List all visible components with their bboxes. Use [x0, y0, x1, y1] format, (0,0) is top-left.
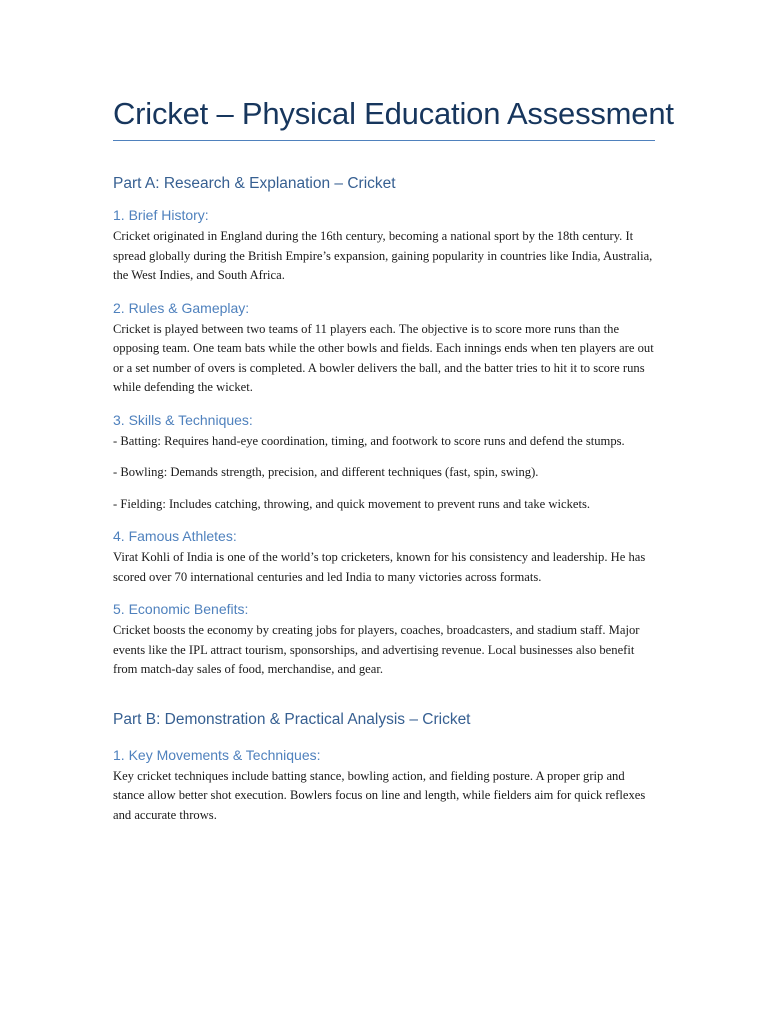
skills-techniques-heading: 3. Skills & Techniques:	[113, 411, 253, 428]
rules-gameplay-text: Cricket is played between two teams of 11 players each. The objective is to score more runs than the opposing team. One team bats while the other bowls and fields. Each innings ends when ten players are out or a set number of overs is completed. A bowler delivers the ball, and the batter tries to hit it to score runs while defending the wicket.	[113, 321, 654, 394]
skill-batting-text: - Batting: Requires hand-eye coordination, timing, and footwork to score runs and defend the stumps.	[113, 433, 625, 448]
part-a-heading: Part A: Research & Explanation – Cricket	[113, 175, 396, 192]
key-movements-heading: 1. Key Movements & Techniques:	[113, 746, 321, 763]
famous-athletes-text: Virat Kohli of India is one of the world’s top cricketers, known for his consistency and leadership. He has scored over 70 international centuries and led India to many victories across formats.	[113, 550, 646, 584]
document-title: Cricket – Physical Education Assessment	[113, 96, 674, 131]
document-page	[113, 94, 674, 825]
skill-bowling-text: - Bowling: Demands strength, precision, and different techniques (fast, spin, swing).	[113, 465, 539, 479]
part-b-heading: Part B: Demonstration & Practical Analysis – Cricket	[113, 710, 471, 728]
brief-history-heading: 1. Brief History:	[113, 207, 209, 223]
skill-fielding-text: - Fielding: Includes catching, throwing, and quick movement to prevent runs and take wickets.	[113, 496, 591, 511]
famous-athletes-heading: 4. Famous Athletes:	[113, 528, 237, 544]
title-divider	[113, 140, 655, 141]
key-movements-text: Key cricket techniques include batting stance, bowling action, and fielding posture. A proper grip and stance allow better shot execution. Bowlers focus on line and length, while fielders aim for quick reflexes and accurate throws.	[113, 768, 646, 822]
economic-benefits-heading: 5. Economic Benefits:	[113, 601, 249, 617]
rules-gameplay-heading: 2. Rules & Gameplay:	[113, 299, 250, 316]
economic-benefits-text: Cricket boosts the economy by creating jobs for players, coaches, broadcasters, and stadium staff. Major events like the IPL attract tourism, sponsorships, and advertising revenue. Local businesses also benefit from match-day sales of food, merchandise, and gear.	[113, 623, 640, 676]
brief-history-text: Cricket originated in England during the 16th century, becoming a national sport by the 18th century. It spread globally during the British Empire’s expansion, gaining popularity in countries like India, Australia, the West Indies, and South Africa.	[113, 229, 653, 282]
